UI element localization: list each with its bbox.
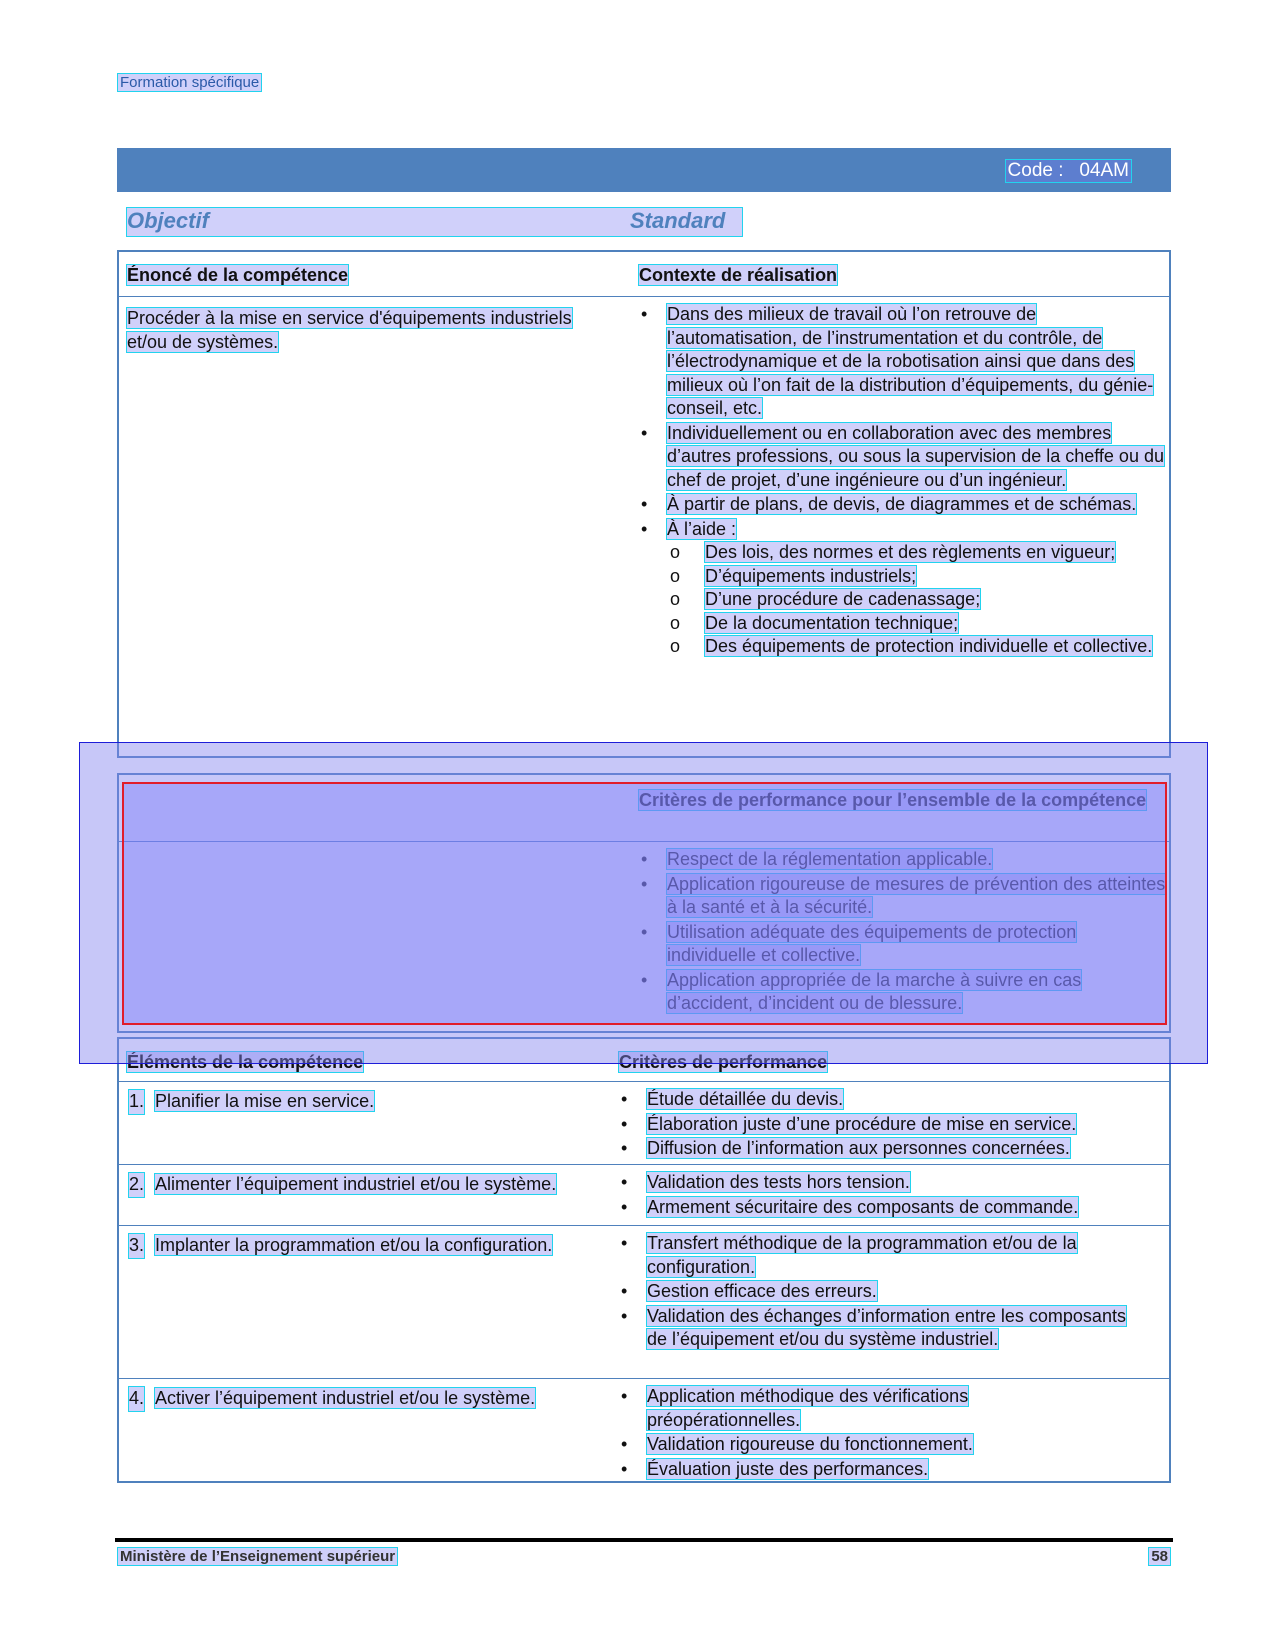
element-text: Implanter la programmation et/ou la configuration.: [155, 1235, 553, 1255]
list-item: • Transfert méthodique de la programmation et/ou de la configuration.: [619, 1232, 1139, 1279]
competence-body-row: [119, 296, 1169, 755]
list-item: • Individuellement ou en collaboration avec des membres d’autres professions, ou sous la supervision de la cheffe ou du chef de projet, d’une ingénieure ou d’un ingénieur.: [639, 422, 1167, 493]
elements-header: Éléments de la compétence: [127, 1052, 364, 1072]
objective-title: Objectif: [127, 208, 209, 233]
statement-header: Énoncé de la compétence: [127, 265, 349, 285]
criteria-list: [619, 1385, 1019, 1481]
context-list: [639, 303, 1167, 659]
list-item: • Application rigoureuse de mesures de prévention des atteintes à la santé et à la sécurité.: [639, 873, 1167, 920]
table-row: 2. Alimenter l’équipement industriel et/ou le système. • Validation des tests hors tension. • Armement sécuritaire des composants de commande.: [119, 1164, 1169, 1225]
list-item: • À partir de plans, de devis, de diagrammes et de schémas.: [639, 493, 1167, 517]
page-number: 58: [1151, 1548, 1168, 1565]
table-row: 3. Implanter la programmation et/ou la configuration. • Transfert méthodique de la programmation et/ou de la configuration. • Gestion efficace des erreurs. • Validation des échanges d’information entre les composants de l’équipement et/ou du système industriel.: [119, 1225, 1169, 1378]
criteria-header: Critères de performance: [619, 1052, 828, 1072]
element-text: Alimenter l’équipement industriel et/ou le système.: [155, 1174, 557, 1194]
table-row: 4. Activer l’équipement industriel et/ou le système. • Application méthodique des vérifications préopérationnelles. • Validation rigoureuse du fonctionnement. • Évaluation juste des performances.: [119, 1378, 1169, 1483]
context-header: Contexte de réalisation: [639, 265, 838, 285]
table-row: 1. Planifier la mise en service. • Étude détaillée du devis. • Élaboration juste d’une procédure de mise en service. • Diffusion de l’information aux personnes concernées.: [119, 1081, 1169, 1164]
list-item: • Diffusion de l’information aux personnes concernées.: [619, 1137, 1167, 1161]
list-item: • Respect de la réglementation applicable.: [639, 848, 1167, 872]
aids-list: [667, 541, 1167, 659]
competence-statement: Procéder à la mise en service d'équipements industriels et/ou de systèmes.: [127, 308, 572, 352]
list-item: • Application appropriée de la marche à suivre en cas d’accident, d’incident ou de blessure.: [639, 969, 1167, 1016]
list-item: • Utilisation adéquate des équipements de protection individuelle et collective.: [639, 921, 1167, 968]
elements-header-row: [119, 1039, 1169, 1081]
list-item: • À l’aide : o Des lois, des normes et des règlements en vigueur; o D’équipements industriels; o D’une procédure de cadenassage; o De la documentation technique; o Des équipements de protection individuelle et collective.: [639, 518, 1167, 659]
footer-divider: [115, 1538, 1173, 1542]
list-item: o D’équipements industriels;: [667, 565, 1167, 589]
global-criteria-body-row: [119, 841, 1169, 1030]
section-label: Formation spécifique: [120, 74, 260, 91]
list-item: o Des lois, des normes et des règlements en vigueur;: [667, 541, 1167, 565]
list-item: • Validation des échanges d’information entre les composants de l’équipement et/ou du système industriel.: [619, 1305, 1139, 1352]
list-item: • Gestion efficace des erreurs.: [619, 1280, 1139, 1304]
criteria-list: [619, 1171, 1167, 1219]
list-item: • Application méthodique des vérifications préopérationnelles.: [619, 1385, 1019, 1432]
element-text: Activer l’équipement industriel et/ou le système.: [155, 1388, 536, 1408]
global-criteria-list: [639, 848, 1167, 1016]
list-item: o De la documentation technique;: [667, 612, 1167, 636]
code-value: 04AM: [1079, 160, 1129, 181]
list-item: • Élaboration juste d’une procédure de mise en service.: [619, 1113, 1167, 1137]
standard-title: Standard: [630, 208, 726, 233]
footer-ministry: Ministère de l’Enseignement supérieur: [120, 1548, 396, 1565]
list-item: o Des équipements de protection individuelle et collective.: [667, 635, 1167, 659]
code-text: [1006, 160, 1131, 182]
list-item: • Étude détaillée du devis.: [619, 1088, 1167, 1112]
list-item: • Validation rigoureuse du fonctionnement.: [619, 1433, 1019, 1457]
code-bar: [117, 148, 1171, 192]
global-criteria-header-row: [119, 775, 1169, 841]
criteria-list: [619, 1088, 1167, 1161]
global-criteria-table: [117, 773, 1171, 1033]
criteria-list: [619, 1232, 1139, 1352]
list-item: • Évaluation juste des performances.: [619, 1458, 1019, 1482]
global-criteria-header: Critères de performance pour l’ensemble de la compétence: [639, 790, 1147, 810]
list-item: • Dans des milieux de travail où l’on retrouve de l’automatisation, de l’instrumentation et du contrôle, de l’électrodynamique et de la robotisation ainsi que dans des milieux où l’on fait de la distribution d’équipements, du génie-conseil, etc.: [639, 303, 1167, 421]
list-item: • Validation des tests hors tension.: [619, 1171, 1167, 1195]
competence-table: [117, 250, 1171, 758]
list-item: o D’une procédure de cadenassage;: [667, 588, 1167, 612]
competence-header-row: [119, 252, 1169, 296]
objective-row: [127, 208, 742, 236]
list-item: • Armement sécuritaire des composants de commande.: [619, 1196, 1167, 1220]
element-text: Planifier la mise en service.: [155, 1091, 375, 1111]
elements-table: [117, 1037, 1171, 1483]
code-label: Code :: [1007, 160, 1064, 181]
